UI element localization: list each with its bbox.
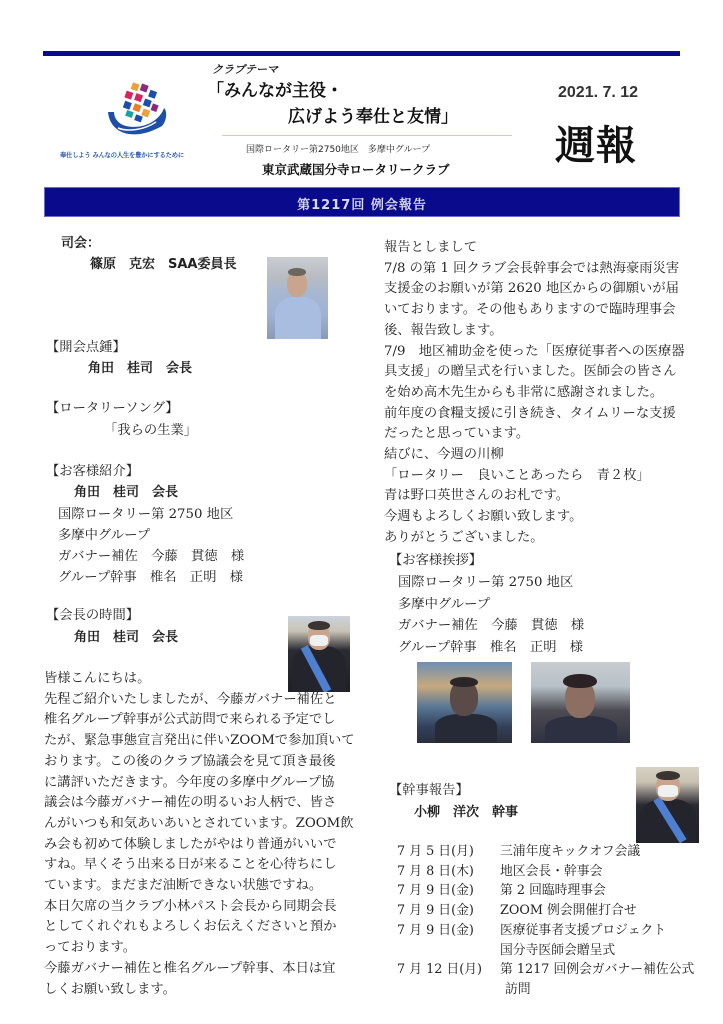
report-line: いております。その他もありますので臨時理事会 <box>384 302 676 318</box>
report-line: 後、報告致します。 <box>384 322 503 338</box>
schedule-row <box>397 901 694 921</box>
guest-intro-heading: 【お客様紹介】 <box>46 464 140 479</box>
guest-intro-line: 多摩中グループ <box>58 528 151 543</box>
mc-name: 篠原 克宏 SAA委員長 <box>90 257 237 272</box>
secretary-name: 小柳 洋次 幹事 <box>414 805 519 820</box>
message-line: 議会は今藤ガバナー補佐の明るいお人柄で、皆さ <box>44 795 337 811</box>
saa-chair-photo <box>267 257 328 339</box>
schedule-row <box>397 881 694 901</box>
zoom-photo-governor-assistant <box>417 662 512 743</box>
theme-line-2: 広げよう奉仕と友情」 <box>288 107 458 127</box>
schedule-event-continued: 訪問 <box>505 981 531 997</box>
guest-intro-line: 国際ロータリー第 2750 地区 <box>58 507 234 522</box>
secretary-photo <box>636 767 699 843</box>
report-line: 報告としまして <box>384 240 478 255</box>
meeting-banner <box>44 187 680 217</box>
report-line: 「ロータリー 良いことあったら 青２枚」 <box>384 467 650 483</box>
message-line: に講評いただきます。今年度の多摩中グループ協 <box>44 774 335 790</box>
meeting-banner-title: 第1217回 例会報告 <box>297 198 427 213</box>
guest-intro-presenter: 角田 桂司 会長 <box>74 485 179 500</box>
schedule-row <box>397 960 694 980</box>
song-heading: 【ロータリーソング】 <box>46 401 179 416</box>
schedule-event: 第 2 回臨時理事会 <box>500 883 606 899</box>
message-line: 皆様こんにちは。 <box>44 671 151 686</box>
report-line: 7/8 の第 1 回クラブ会長幹事会では熱海豪雨災害 <box>384 260 680 276</box>
schedule-event: 地区会長・幹事会 <box>500 863 603 879</box>
photo-hair <box>563 674 597 688</box>
guest-intro-line: ガバナー補佐 今藤 貫徳 様 <box>58 549 245 564</box>
report-line: 前年度の食糧支援に引き続き、タイムリーな支援 <box>384 405 676 421</box>
mc-heading: 司会： <box>61 236 101 251</box>
message-line: としてくれぐれもよろしくお伝えくださいと預か <box>44 919 337 935</box>
rotary-theme-logo-icon <box>104 82 170 142</box>
secretary-schedule <box>397 842 694 1000</box>
message-line: 本日欠席の当クラブ小林パスト会長から同期会長 <box>44 898 337 914</box>
schedule-date: 7 月 9 日(金) <box>397 883 474 899</box>
opening-name: 角田 桂司 会長 <box>88 361 193 376</box>
photo-figure <box>435 714 497 743</box>
guest-greeting-line: 多摩中グループ <box>398 596 491 612</box>
theme-divider <box>222 135 512 136</box>
club-name: 東京武蔵国分寺ロータリークラブ <box>262 162 450 177</box>
report-line: 今週もよろしくお願い致します。 <box>384 509 583 525</box>
president-message <box>44 669 355 1000</box>
theme-line-1: 「みんなが主役・ <box>207 81 343 101</box>
logo-caption: 奉仕しよう みんなの人生を豊かにするために <box>60 152 184 159</box>
schedule-event-continued: 国分寺医師会贈呈式 <box>500 942 616 958</box>
guest-greeting-heading: 【お客様挨拶】 <box>389 553 483 568</box>
newsletter-title: 週報 <box>555 123 637 169</box>
report-line: だったと思っています。 <box>384 426 530 442</box>
report-line: 結びに、今週の川柳 <box>384 447 504 463</box>
secretary-heading: 【幹事報告】 <box>389 783 469 798</box>
message-line: しくお願い致します。 <box>44 981 176 997</box>
schedule-date: 7 月 8 日(木) <box>397 863 474 879</box>
report-line: 支援金のお願いが第 2620 地区からの御願いが届 <box>384 281 679 297</box>
issue-date: 2021. 7. 12 <box>558 84 639 101</box>
opening-heading: 【開会点鍾】 <box>46 340 126 355</box>
schedule-event: 三浦年度キックオフ会議 <box>500 844 641 859</box>
photo-figure <box>545 716 617 743</box>
report-line: 7/9 地区補助金を使った「医療従事者への医療器 <box>384 343 685 359</box>
district-label: 国際ロータリー第2750地区 多摩中グループ <box>246 145 431 155</box>
schedule-row-continued <box>397 941 694 961</box>
president-time-heading: 【会長の時間】 <box>46 608 140 623</box>
schedule-date: 7 月 9 日(金) <box>397 922 474 938</box>
photo-hair <box>656 771 680 780</box>
message-line: おります。この後のクラブ協議会を見て頂き最後 <box>44 753 336 769</box>
top-rule <box>43 51 680 56</box>
schedule-date: 7 月 12 日(月) <box>397 962 483 978</box>
message-line: すね。早くそう出来る日が来ることを心待ちにし <box>44 857 337 873</box>
guest-greeting-line: グループ幹事 椎名 正明 様 <box>398 639 584 655</box>
schedule-row <box>397 862 694 882</box>
message-line: ています。まだまだ油断できない状態ですね。 <box>44 878 323 894</box>
guest-greeting-list <box>398 572 584 658</box>
photo-hair <box>288 268 306 276</box>
schedule-row <box>397 842 694 862</box>
president-report <box>384 238 685 549</box>
schedule-date: 7 月 5 日(月) <box>397 844 474 859</box>
schedule-event: 医療従事者支援プロジェクト <box>500 922 667 938</box>
message-line: っております。 <box>44 940 137 956</box>
guest-greeting-line: 国際ロータリー第 2750 地区 <box>398 575 574 590</box>
song-title: 「我らの生業」 <box>104 423 198 438</box>
photo-hair <box>450 677 478 687</box>
message-line: たが、緊急事態宣言発出に伴いZOOMで参加頂いて <box>44 733 355 749</box>
message-line: み会も初めて体験しましたがやはり普通がいいで <box>44 836 337 852</box>
message-line: んがいつも和気あいあいとされています。ZOOM飲 <box>44 815 354 831</box>
guest-intro-list <box>58 504 244 588</box>
photo-mask <box>310 635 328 646</box>
schedule-date: 7 月 9 日(金) <box>397 903 474 919</box>
report-line: ありがとうございました。 <box>384 529 544 545</box>
guest-greeting-line: ガバナー補佐 今藤 貫徳 様 <box>398 618 585 633</box>
schedule-row-continued <box>397 980 694 1000</box>
message-line: 今藤ガバナー補佐と椎名グループ幹事、本日は宜 <box>44 960 336 976</box>
schedule-row <box>397 921 694 941</box>
zoom-photo-group-secretary <box>531 662 630 743</box>
president-name: 角田 桂司 会長 <box>74 630 179 645</box>
photo-mask <box>658 785 678 797</box>
report-line: 具支援」の贈呈式を行いました。医師会の皆さん <box>384 364 677 380</box>
report-line: 青は野口英世さんのお札です。 <box>384 488 570 504</box>
report-line: を始め高木先生からも非常に感謝されました。 <box>384 384 664 400</box>
message-line: 先程ご紹介いたしましたが、今藤ガバナー補佐と <box>44 691 337 707</box>
theme-label: クラブテーマ <box>212 63 278 76</box>
guest-intro-line: グループ幹事 椎名 正明 様 <box>58 570 244 585</box>
schedule-event: 第 1217 回例会ガバナー補佐公式 <box>500 962 695 978</box>
photo-hair <box>308 621 330 630</box>
message-line: 椎名グループ幹事が公式訪問で来られる予定でし <box>44 712 336 728</box>
schedule-event: ZOOM 例会開催打合せ <box>500 903 637 919</box>
photo-figure <box>275 297 321 339</box>
